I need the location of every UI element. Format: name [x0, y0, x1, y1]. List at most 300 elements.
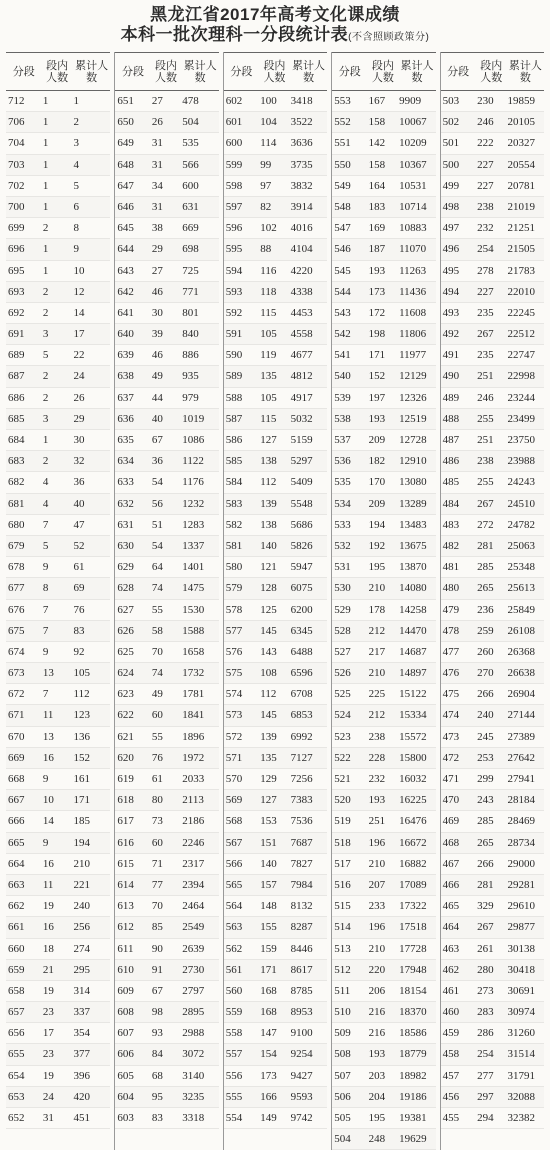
score-cell: 659 — [8, 963, 25, 976]
score-cell: 553 — [334, 95, 351, 107]
count-cell: 77 — [151, 878, 163, 891]
cumulative-cell: 29 — [73, 412, 85, 425]
cumulative-cell: 30974 — [507, 1006, 535, 1019]
table-row — [6, 239, 110, 260]
cumulative-cell: 10531 — [399, 179, 427, 192]
table-row — [332, 515, 435, 536]
table-row — [224, 1108, 327, 1129]
cumulative-cell: 1530 — [182, 603, 205, 616]
score-cell: 647 — [117, 179, 134, 192]
table-row — [224, 239, 327, 260]
score-cell: 491 — [442, 349, 460, 362]
table-row — [115, 197, 218, 218]
table-row — [6, 345, 110, 366]
score-cell: 531 — [334, 561, 351, 574]
cumulative-cell: 1019 — [182, 412, 205, 425]
score-cell: 516 — [334, 878, 351, 891]
score-cell: 593 — [225, 285, 243, 298]
table-row — [332, 790, 435, 811]
document-title: 黑龙江省2017年高考文化课成绩 — [150, 5, 400, 24]
table-row — [332, 472, 435, 493]
count-cell: 74 — [151, 667, 163, 680]
cumulative-cell: 29610 — [507, 900, 535, 913]
cumulative-cell: 8785 — [290, 984, 313, 997]
count-cell: 147 — [260, 1027, 277, 1040]
cumulative-cell: 7687 — [290, 836, 313, 849]
table-row — [115, 282, 218, 303]
table-row — [332, 345, 435, 366]
count-cell: 29 — [151, 243, 163, 256]
count-cell: 261 — [477, 942, 494, 955]
score-cell: 674 — [8, 645, 25, 658]
cumulative-cell: 32382 — [507, 1112, 535, 1124]
count-cell: 49 — [151, 370, 163, 383]
score-cell: 642 — [117, 285, 134, 298]
cumulative-cell: 19381 — [399, 1112, 427, 1124]
score-cell: 595 — [225, 243, 243, 256]
count-cell: 212 — [368, 624, 386, 637]
score-cell: 471 — [442, 773, 460, 785]
count-cell: 21 — [42, 963, 54, 976]
count-cell: 158 — [368, 158, 386, 171]
cumulative-cell: 8287 — [290, 921, 313, 934]
cumulative-cell: 504 — [182, 116, 199, 129]
table-row — [441, 600, 544, 621]
cumulative-cell: 3832 — [290, 179, 313, 192]
score-cell: 625 — [117, 645, 134, 658]
cumulative-cell: 18982 — [399, 1069, 427, 1082]
score-cell: 528 — [334, 624, 351, 637]
count-cell: 1 — [42, 137, 49, 150]
count-cell: 267 — [477, 497, 494, 510]
cumulative-cell: 14258 — [399, 603, 427, 616]
cumulative-cell: 24243 — [507, 476, 535, 489]
cumulative-cell: 5686 — [290, 518, 313, 531]
cumulative-cell: 19186 — [399, 1090, 427, 1103]
count-cell: 13 — [42, 730, 54, 743]
count-cell: 3 — [42, 328, 49, 341]
cumulative-cell: 9593 — [290, 1090, 313, 1103]
score-cell: 569 — [225, 794, 243, 807]
table-row — [6, 748, 110, 769]
count-cell: 19 — [42, 984, 54, 997]
count-cell: 285 — [477, 815, 494, 828]
count-cell: 70 — [151, 900, 163, 913]
table-row — [224, 663, 327, 684]
count-cell: 216 — [368, 1006, 386, 1019]
table-row — [441, 176, 544, 197]
table-row — [332, 600, 435, 621]
table-row — [441, 91, 544, 112]
cumulative-cell: 20105 — [507, 116, 535, 129]
score-tables — [6, 52, 544, 1146]
cumulative-cell: 13289 — [399, 497, 427, 510]
cumulative-cell: 25063 — [507, 539, 535, 552]
score-cell: 476 — [442, 667, 460, 680]
score-cell: 483 — [442, 518, 460, 531]
score-cell: 515 — [334, 900, 351, 913]
count-cell: 14 — [42, 815, 54, 828]
score-cell: 496 — [442, 243, 460, 256]
table-row — [441, 155, 544, 176]
score-cell: 663 — [8, 878, 25, 891]
table-row — [332, 409, 435, 430]
table-row — [332, 960, 435, 981]
table-header — [6, 52, 110, 91]
count-cell: 2 — [42, 222, 49, 235]
count-cell: 154 — [260, 1048, 277, 1061]
cumulative-cell: 377 — [73, 1048, 91, 1061]
count-cell: 54 — [151, 476, 163, 489]
score-cell: 696 — [8, 243, 25, 256]
count-cell: 283 — [477, 1006, 494, 1019]
table-row — [332, 366, 435, 387]
cumulative-cell: 136 — [73, 730, 91, 743]
table-row — [115, 1044, 218, 1065]
cumulative-cell: 669 — [182, 222, 199, 235]
cumulative-cell: 771 — [182, 285, 199, 298]
table-row — [441, 960, 544, 981]
cumulative-cell: 40 — [73, 497, 85, 510]
score-cell: 581 — [225, 539, 243, 552]
cumulative-cell: 17322 — [399, 900, 427, 913]
score-cell: 667 — [8, 794, 25, 807]
count-cell: 127 — [260, 794, 277, 807]
cumulative-cell: 4558 — [290, 328, 313, 341]
count-cell: 254 — [477, 243, 494, 256]
table-row — [115, 494, 218, 515]
cumulative-cell: 20781 — [507, 179, 535, 192]
score-cell: 495 — [442, 264, 460, 277]
cumulative-cell: 17728 — [399, 942, 427, 955]
table-row — [115, 790, 218, 811]
score-cell: 498 — [442, 200, 460, 213]
count-cell: 90 — [151, 942, 163, 955]
table-row — [441, 451, 544, 472]
count-cell: 152 — [368, 370, 386, 383]
table-row — [224, 1044, 327, 1065]
cumulative-cell: 9427 — [290, 1069, 313, 1082]
count-cell: 119 — [260, 349, 277, 362]
count-cell: 58 — [151, 624, 163, 637]
count-cell: 204 — [368, 1090, 386, 1103]
table-row — [332, 91, 435, 112]
score-cell: 563 — [225, 921, 243, 934]
cumulative-cell: 337 — [73, 1006, 91, 1019]
table-row — [6, 896, 110, 917]
score-cell: 547 — [334, 222, 351, 235]
header-score: 分段 — [447, 65, 470, 78]
score-cell: 651 — [117, 95, 134, 107]
count-cell: 158 — [368, 116, 386, 129]
table-row — [332, 896, 435, 917]
cumulative-cell: 3418 — [290, 95, 313, 107]
table-row — [6, 1066, 110, 1087]
score-cell: 571 — [225, 751, 243, 764]
cumulative-cell: 92 — [73, 645, 85, 658]
table-row — [224, 917, 327, 938]
header-score: 分段 — [230, 65, 253, 78]
count-cell: 196 — [368, 921, 386, 934]
cumulative-cell: 2730 — [182, 963, 205, 976]
cumulative-cell: 886 — [182, 349, 199, 362]
score-cell: 660 — [8, 942, 25, 955]
table-row — [332, 854, 435, 875]
table-row — [332, 1023, 435, 1044]
score-cell: 526 — [334, 667, 351, 680]
table-row — [224, 854, 327, 875]
cumulative-cell: 6 — [73, 200, 80, 213]
table-row — [441, 472, 544, 493]
count-cell: 31 — [42, 1112, 54, 1124]
table-row — [441, 642, 544, 663]
cumulative-cell: 2797 — [182, 984, 205, 997]
cumulative-cell: 16032 — [399, 773, 427, 785]
table-header — [224, 52, 327, 91]
cumulative-cell: 566 — [182, 158, 199, 171]
table-row — [6, 1044, 110, 1065]
count-cell: 172 — [368, 306, 386, 319]
score-cell: 462 — [442, 963, 460, 976]
score-cell: 460 — [442, 1006, 460, 1019]
count-cell: 209 — [368, 497, 386, 510]
table-block — [223, 52, 327, 1150]
table-row — [224, 261, 327, 282]
table-row — [441, 727, 544, 748]
cumulative-cell: 2113 — [182, 794, 204, 807]
score-cell: 480 — [442, 582, 460, 595]
count-cell: 60 — [151, 836, 163, 849]
table-row — [224, 1002, 327, 1023]
table-row — [6, 155, 110, 176]
table-row — [332, 1108, 435, 1129]
cumulative-cell: 3914 — [290, 200, 313, 213]
score-cell: 606 — [117, 1048, 134, 1061]
score-cell: 463 — [442, 942, 460, 955]
score-cell: 672 — [8, 688, 25, 701]
table-row — [441, 1066, 544, 1087]
cumulative-cell: 5409 — [290, 476, 313, 489]
header-cumulative: 累计人数 — [400, 59, 434, 84]
table-row — [6, 515, 110, 536]
count-cell: 30 — [151, 306, 163, 319]
cumulative-cell: 6345 — [290, 624, 313, 637]
table-row — [332, 239, 435, 260]
count-cell: 255 — [477, 476, 494, 489]
table-row — [6, 981, 110, 1002]
count-cell: 9 — [42, 645, 49, 658]
table-row — [115, 896, 218, 917]
cumulative-cell: 112 — [73, 688, 90, 701]
score-cell: 513 — [334, 942, 351, 955]
score-cell: 473 — [442, 730, 460, 743]
score-cell: 579 — [225, 582, 243, 595]
table-row — [441, 981, 544, 1002]
count-cell: 127 — [260, 434, 277, 446]
cumulative-cell: 3735 — [290, 158, 313, 171]
score-cell: 704 — [8, 137, 25, 150]
table-row — [6, 1108, 110, 1129]
score-cell: 511 — [334, 984, 351, 997]
table-row — [6, 811, 110, 832]
cumulative-cell: 1122 — [182, 455, 204, 468]
score-cell: 670 — [8, 730, 25, 743]
count-cell: 56 — [151, 497, 163, 510]
cumulative-cell: 4104 — [290, 243, 313, 256]
count-cell: 278 — [477, 264, 494, 277]
cumulative-cell: 11608 — [399, 306, 427, 319]
table-row — [224, 155, 327, 176]
table-row — [6, 1023, 110, 1044]
count-cell: 228 — [368, 751, 386, 764]
table-row — [224, 91, 327, 112]
header-cumulative: 累计人数 — [508, 59, 542, 84]
score-cell: 540 — [334, 370, 351, 383]
cumulative-cell: 83 — [73, 624, 85, 637]
table-row — [6, 917, 110, 938]
count-cell: 125 — [260, 603, 277, 616]
table-row — [224, 1066, 327, 1087]
count-cell: 71 — [151, 857, 163, 870]
cumulative-cell: 221 — [73, 878, 91, 891]
score-cell: 514 — [334, 921, 351, 934]
score-cell: 556 — [225, 1069, 243, 1082]
score-cell: 621 — [117, 730, 134, 743]
score-cell: 679 — [8, 539, 25, 552]
table-row — [441, 345, 544, 366]
score-cell: 664 — [8, 857, 25, 870]
count-cell: 114 — [260, 137, 277, 150]
cumulative-cell: 32 — [73, 455, 85, 468]
count-cell: 182 — [368, 455, 386, 468]
table-row — [115, 515, 218, 536]
score-cell: 538 — [334, 412, 351, 425]
cumulative-cell: 76 — [73, 603, 85, 616]
score-cell: 481 — [442, 561, 460, 574]
score-cell: 474 — [442, 709, 460, 722]
count-cell: 235 — [477, 349, 494, 362]
cumulative-cell: 26108 — [507, 624, 535, 637]
score-cell: 635 — [117, 434, 134, 446]
score-cell: 637 — [117, 391, 134, 404]
table-row — [441, 218, 544, 239]
score-cell: 532 — [334, 539, 351, 552]
count-cell: 36 — [151, 455, 163, 468]
header-cumulative: 累计人数 — [75, 59, 109, 84]
table-row — [224, 896, 327, 917]
count-cell: 27 — [151, 264, 163, 277]
cumulative-cell: 14080 — [399, 582, 427, 595]
score-cell: 493 — [442, 306, 460, 319]
count-cell: 173 — [368, 285, 386, 298]
table-row — [224, 600, 327, 621]
cumulative-cell: 935 — [182, 370, 199, 383]
score-cell: 465 — [442, 900, 460, 913]
score-cell: 521 — [334, 773, 351, 785]
score-cell: 544 — [334, 285, 351, 298]
count-cell: 16 — [42, 857, 54, 870]
table-row — [224, 833, 327, 854]
cumulative-cell: 31260 — [507, 1027, 535, 1040]
count-cell: 171 — [260, 963, 277, 976]
cumulative-cell: 1176 — [182, 476, 204, 489]
table-row — [115, 324, 218, 345]
table-row — [332, 663, 435, 684]
cumulative-cell: 19859 — [507, 95, 535, 107]
score-cell: 692 — [8, 306, 25, 319]
score-cell: 589 — [225, 370, 243, 383]
cumulative-cell: 25348 — [507, 561, 535, 574]
table-row — [332, 642, 435, 663]
count-cell: 7 — [42, 518, 49, 531]
count-cell: 232 — [477, 222, 494, 235]
cumulative-cell: 21505 — [507, 243, 535, 256]
cumulative-cell: 22245 — [507, 306, 535, 319]
cumulative-cell: 2 — [73, 116, 80, 129]
table-block — [6, 52, 110, 1150]
table-body — [332, 91, 435, 1150]
count-cell: 118 — [260, 285, 277, 298]
count-cell: 145 — [260, 709, 277, 722]
table-row — [6, 939, 110, 960]
count-cell: 142 — [368, 137, 386, 150]
table-row — [224, 557, 327, 578]
table-row — [224, 345, 327, 366]
score-cell: 614 — [117, 878, 134, 891]
cumulative-cell: 8617 — [290, 963, 313, 976]
count-cell: 112 — [260, 476, 277, 489]
cumulative-cell: 5 — [73, 179, 80, 192]
score-cell: 628 — [117, 582, 134, 595]
score-cell: 479 — [442, 603, 460, 616]
table-row — [224, 790, 327, 811]
count-cell: 16 — [42, 751, 54, 764]
table-row — [332, 557, 435, 578]
table-row — [441, 896, 544, 917]
cumulative-cell: 12326 — [399, 391, 427, 404]
count-cell: 222 — [477, 137, 494, 150]
header-count: 段内人数 — [371, 59, 394, 84]
cumulative-cell: 11977 — [399, 349, 427, 362]
table-row — [6, 91, 110, 112]
count-cell: 105 — [260, 391, 277, 404]
table-row — [6, 366, 110, 387]
table-row — [332, 536, 435, 557]
score-cell: 613 — [117, 900, 134, 913]
count-cell: 164 — [368, 179, 386, 192]
score-cell: 524 — [334, 709, 351, 722]
table-row — [115, 472, 218, 493]
score-cell: 535 — [334, 476, 351, 489]
header-score: 分段 — [12, 65, 35, 78]
cumulative-cell: 22010 — [507, 285, 535, 298]
count-cell: 11 — [42, 709, 54, 722]
score-cell: 475 — [442, 688, 460, 701]
score-cell: 586 — [225, 434, 243, 446]
table-row — [224, 939, 327, 960]
score-cell: 584 — [225, 476, 243, 489]
count-cell: 135 — [260, 370, 277, 383]
table-header — [332, 52, 435, 91]
count-cell: 267 — [477, 921, 494, 934]
cumulative-cell: 2549 — [182, 921, 205, 934]
cumulative-cell: 8446 — [290, 942, 313, 955]
score-cell: 484 — [442, 497, 460, 510]
table-row — [115, 155, 218, 176]
count-cell: 4 — [42, 476, 49, 489]
count-cell: 88 — [260, 243, 272, 256]
score-cell: 592 — [225, 306, 243, 319]
